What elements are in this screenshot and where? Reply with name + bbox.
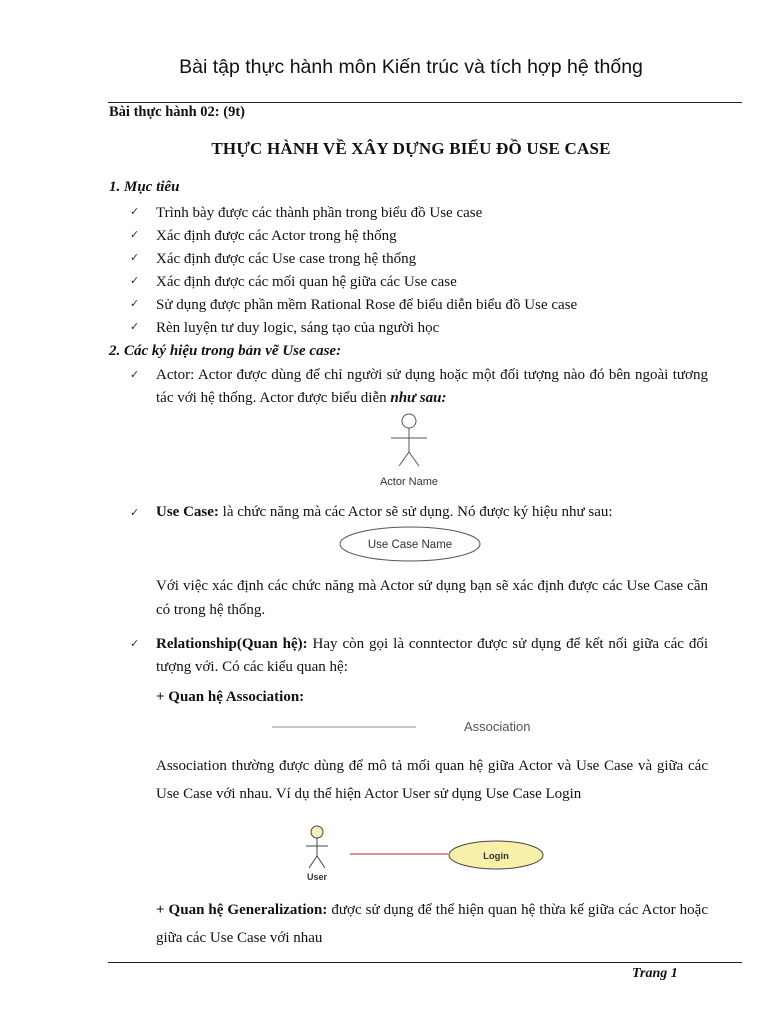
association-paragraph: Association thường được dùng để mô tả mối quan hệ giữa Actor và Use Case và giữa các Use Case với nhau. Ví dụ thể hiện Actor User sử dụng Use Case Login (156, 758, 708, 802)
usecase-ellipse (336, 524, 484, 564)
check-bullet-icon: ✓ (130, 298, 140, 310)
association-heading: + Quan hệ Association: (156, 689, 305, 705)
actor-stick-figure (364, 408, 454, 490)
example-usecase-label: Login (483, 851, 509, 862)
usecase-paragraph: Với việc xác định các chức năng mà Actor sử dụng bạn sẽ xác định được các Use Case cần có trong hệ thống. (156, 578, 708, 618)
main-title: THỰC HÀNH VỀ XÂY DỰNG BIỂU ĐỒ USE CASE (211, 139, 611, 158)
usecase-description: Use Case: là chức năng mà các Actor sẽ sử dụng. Nó được ký hiệu như sau: (156, 504, 613, 520)
page-number: Trang 1 (632, 966, 678, 981)
example-actor-label: User (306, 872, 328, 882)
check-bullet-icon: ✓ (130, 229, 140, 241)
relationship-description: Relationship(Quan hệ): Hay còn gọi là conntector được sử dụng để kết nối giữa các đối tượng với. Có các kiểu quan hệ: (156, 636, 708, 675)
actor-emphasis: như sau: (390, 390, 447, 406)
lab-label: Bài thực hành 02: (9t) (109, 104, 245, 120)
actor-description: Actor: Actor được dùng để chỉ người sử dụng hoặc một đối tượng nào đó bên ngoài tương tác với hệ thống. Actor được biểu diễn như sau: (156, 367, 708, 406)
check-bullet-icon: ✓ (130, 507, 140, 519)
document-header-title: Bài tập thực hành môn Kiến trúc và tích hợp hệ thống (179, 56, 643, 78)
section2-title: 2. Các ký hiệu trong bản vẽ Use case: (109, 343, 342, 359)
check-bullet-icon: ✓ (130, 321, 140, 333)
user-login-example (298, 822, 550, 884)
check-bullet-icon: ✓ (130, 369, 140, 381)
association-caption: Association (464, 719, 531, 734)
check-bullet-icon: ✓ (130, 252, 140, 264)
association-line-diagram (268, 714, 558, 740)
check-bullet-icon: ✓ (130, 638, 140, 650)
footer-rule (108, 962, 742, 963)
check-bullet-icon: ✓ (130, 206, 140, 218)
generalization-description: + Quan hệ Generalization: được sử dụng để thể hiện quan hệ thừa kế giữa các Actor hoặc giữa các Use Case với nhau (156, 902, 709, 946)
actor-caption: Actor Name (379, 476, 439, 488)
usecase-caption: Use Case Name (367, 539, 453, 551)
header-rule (108, 102, 742, 103)
check-bullet-icon: ✓ (130, 275, 140, 287)
section1-title: 1. Mục tiêu (109, 179, 180, 195)
